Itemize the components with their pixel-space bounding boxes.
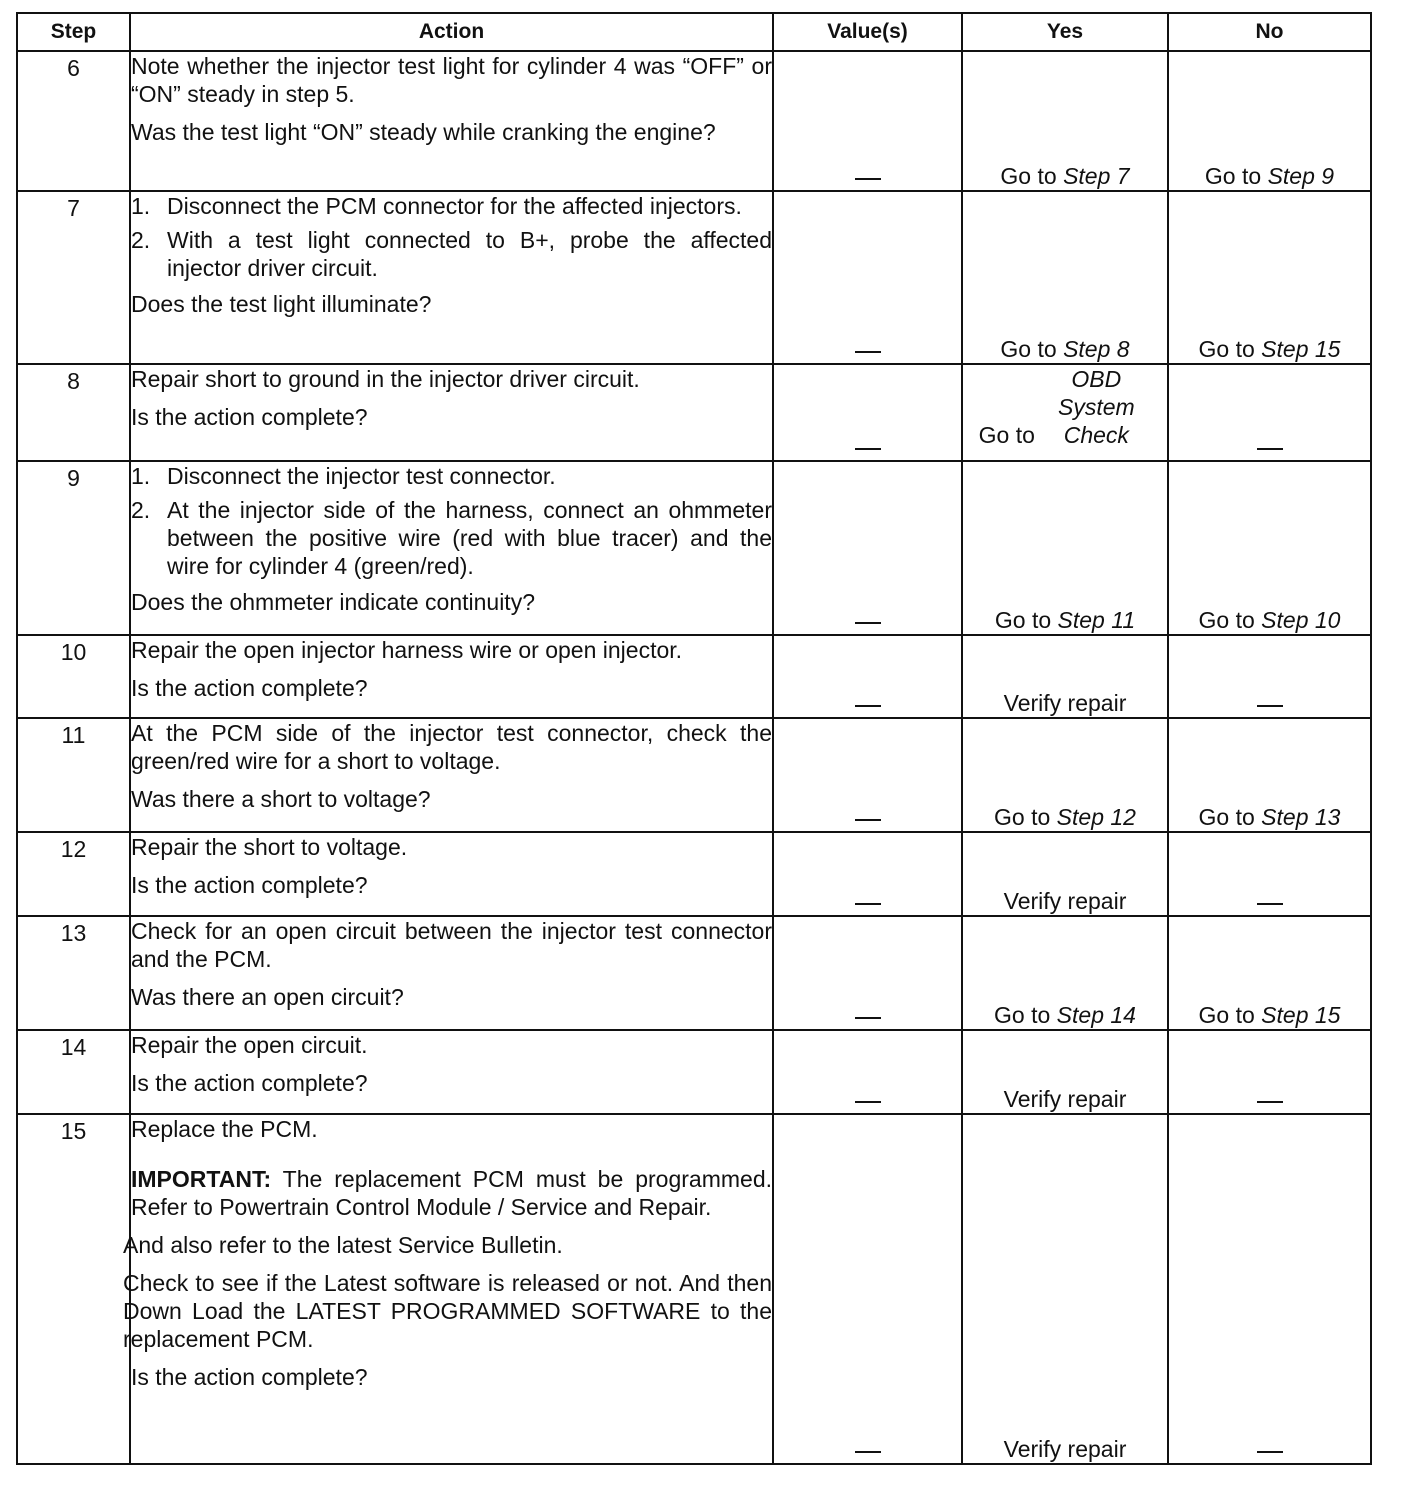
no-cell: [1168, 1030, 1371, 1114]
yes-cell: Verify repair: [962, 832, 1168, 916]
table-row: [17, 718, 1371, 832]
action-text: Check for an open circuit between the injector test connector and the PCM.: [131, 918, 772, 972]
action-list: [131, 462, 772, 580]
action-text: At the PCM side of the injector test connector, check the green/red wire for a short to voltage.: [131, 720, 772, 774]
table-row: [17, 832, 1371, 916]
important-note: IMPORTANT: The replacement PCM must be programmed. Refer to Powertrain Control Module / Service and Repair.: [131, 1166, 772, 1220]
action-question: Does the ohmmeter indicate continuity?: [131, 589, 535, 615]
step-reference: Step 7: [1063, 163, 1130, 189]
action-list: [131, 192, 772, 282]
action-text: Repair short to ground in the injector driver circuit.: [131, 366, 640, 392]
action-text: Note whether the injector test light for cylinder 4 was “OFF” or “ON” steady in step 5.: [131, 53, 772, 107]
header-action: Action: [130, 13, 773, 51]
step-number: 15: [17, 1114, 130, 1464]
dash-mark: [1257, 448, 1283, 450]
action-question: Was there a short to voltage?: [131, 786, 431, 812]
important-label: IMPORTANT:: [131, 1166, 272, 1192]
dash-mark: [855, 1451, 881, 1453]
no-cell: Go to Step 15: [1168, 191, 1371, 364]
action-question: Is the action complete?: [131, 404, 368, 430]
list-item: 2. At the injector side of the harness, connect an ohmmeter between the positive wire (red with blue tracer) and the wire for cylinder 4 (green/red).: [131, 497, 772, 579]
no-cell: [1168, 364, 1371, 461]
value-cell: [773, 461, 962, 635]
step-number: 10: [17, 635, 130, 718]
action-text: Repair the open circuit.: [131, 1032, 368, 1058]
step-reference: Step 15: [1261, 336, 1341, 362]
value-cell: [773, 1114, 962, 1464]
dash-mark: [855, 178, 881, 180]
dash-mark: [855, 903, 881, 905]
value-cell: [773, 191, 962, 364]
table-row: [17, 461, 1371, 635]
step-number: 12: [17, 832, 130, 916]
step-reference: Step 10: [1261, 607, 1341, 633]
action-cell: [123, 1114, 773, 1464]
no-cell: [1168, 635, 1371, 718]
yes-cell: Go to Step 12: [962, 718, 1168, 832]
no-cell: [1168, 1114, 1371, 1464]
step-number: 8: [17, 364, 130, 461]
step-reference: Step 12: [1056, 804, 1136, 830]
action-question: Was the test light “ON” steady while cranking the engine?: [131, 119, 716, 145]
step-reference: Step 11: [1057, 607, 1136, 633]
value-cell: [773, 635, 962, 718]
obd-reference: OBD System Check: [1057, 366, 1135, 448]
action-cell: [130, 191, 773, 364]
table-row: [17, 364, 1371, 461]
header-row: [17, 13, 1371, 51]
action-cell: [130, 51, 773, 191]
dash-mark: [855, 448, 881, 450]
table-row: [17, 635, 1371, 718]
step-number: 9: [17, 461, 130, 635]
table-row: [17, 916, 1371, 1030]
yes-cell: Go to OBD System Check: [962, 364, 1168, 461]
action-question: Is the action complete?: [131, 1070, 368, 1096]
action-text: Repair the open injector harness wire or open injector.: [131, 637, 683, 663]
yes-cell: Go to Step 7: [962, 51, 1168, 191]
dash-mark: [1257, 903, 1283, 905]
step-reference: Step 8: [1063, 336, 1130, 362]
header-step: Step: [17, 13, 130, 51]
no-cell: Go to Step 9: [1168, 51, 1371, 191]
step-number: 7: [17, 191, 130, 364]
dash-mark: [855, 622, 881, 624]
no-cell: Go to Step 15: [1168, 916, 1371, 1030]
yes-cell: Verify repair: [962, 1030, 1168, 1114]
step-reference: Step 9: [1267, 163, 1335, 189]
action-cell: [130, 1030, 773, 1114]
table-row: [17, 1030, 1371, 1114]
action-question: Is the action complete?: [131, 1364, 368, 1390]
table-row: [17, 1114, 1371, 1464]
yes-cell: Verify repair: [962, 1114, 1168, 1464]
dash-mark: [855, 819, 881, 821]
software-note: Check to see if the Latest software is released or not. And then Down Load the LATEST PROGRAMMED SOFTWARE to the replacement PCM.: [123, 1270, 772, 1352]
diagnostic-table: [16, 12, 1372, 1465]
action-cell: [130, 832, 773, 916]
value-cell: [773, 916, 962, 1030]
value-cell: [773, 832, 962, 916]
step-number: 13: [17, 916, 130, 1030]
yes-cell: Verify repair: [962, 635, 1168, 718]
no-cell: Go to Step 10: [1168, 461, 1371, 635]
action-text: Replace the PCM.: [131, 1116, 318, 1142]
action-text: Repair the short to voltage.: [131, 834, 408, 860]
yes-cell: Go to Step 8: [962, 191, 1168, 364]
action-cell: [130, 718, 773, 832]
step-number: 6: [17, 51, 130, 191]
dash-mark: [1257, 1101, 1283, 1103]
bulletin-note: And also refer to the latest Service Bulletin.: [123, 1232, 563, 1258]
table-row: [17, 191, 1371, 364]
action-question: Was there an open circuit?: [131, 984, 404, 1010]
value-cell: [773, 1030, 962, 1114]
header-no: No: [1168, 13, 1371, 51]
value-cell: [773, 364, 962, 461]
yes-cell: Go to Step 14: [962, 916, 1168, 1030]
action-cell: [130, 635, 773, 718]
step-number: 14: [17, 1030, 130, 1114]
table-row: [17, 51, 1371, 191]
value-cell: [773, 718, 962, 832]
action-cell: [130, 364, 773, 461]
header-values: Value(s): [773, 13, 962, 51]
no-cell: [1168, 832, 1371, 916]
dash-mark: [1257, 705, 1283, 707]
step-reference: Step 13: [1261, 804, 1341, 830]
list-item: 1. Disconnect the injector test connector.: [131, 463, 556, 489]
value-cell: [773, 51, 962, 191]
dash-mark: [1257, 1451, 1283, 1453]
dash-mark: [855, 1101, 881, 1103]
list-item: 1. Disconnect the PCM connector for the affected injectors.: [131, 193, 742, 219]
action-cell: [130, 461, 773, 635]
dash-mark: [855, 705, 881, 707]
header-yes: Yes: [962, 13, 1168, 51]
step-reference: Step 14: [1056, 1002, 1136, 1028]
step-reference: Step 15: [1261, 1002, 1341, 1028]
list-item: 2. With a test light connected to B+, probe the affected injector driver circuit.: [131, 227, 772, 281]
dash-mark: [855, 1017, 881, 1019]
dash-mark: [855, 351, 881, 353]
no-cell: Go to Step 13: [1168, 718, 1371, 832]
action-question: Is the action complete?: [131, 872, 368, 898]
step-number: 11: [17, 718, 130, 832]
action-cell: [130, 916, 773, 1030]
yes-cell: Go to Step 11: [962, 461, 1168, 635]
action-question: Does the test light illuminate?: [131, 291, 432, 317]
action-question: Is the action complete?: [131, 675, 368, 701]
